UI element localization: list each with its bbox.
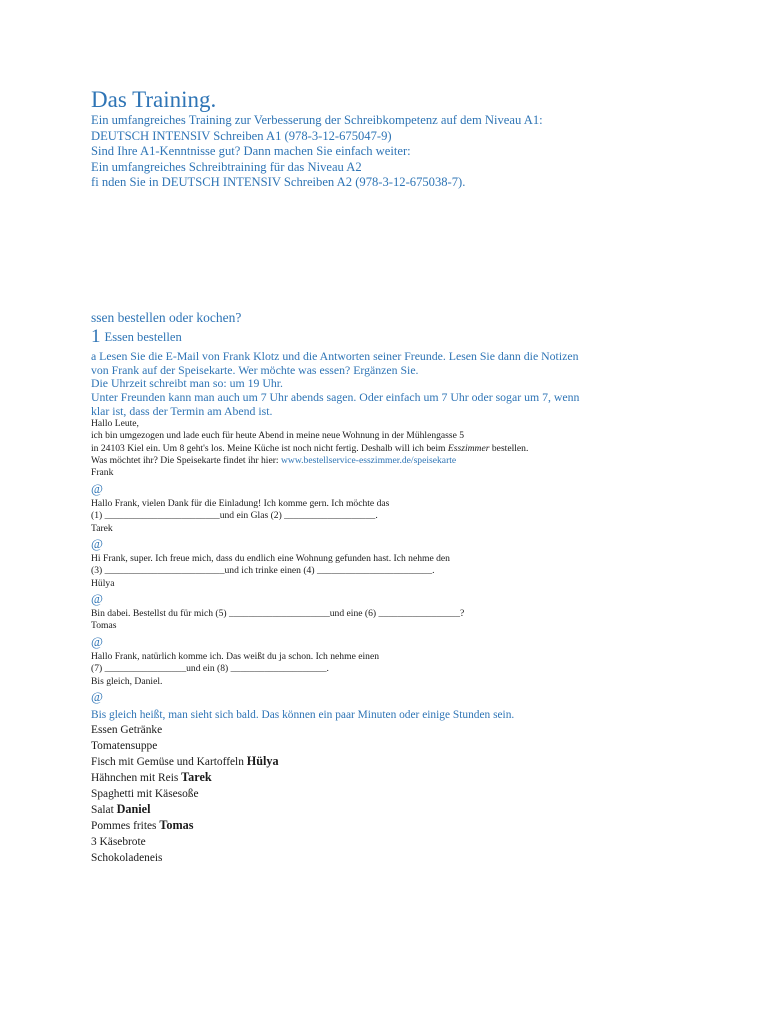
menu-item: Hähnchen mit Reis Tarek	[91, 770, 212, 784]
email-line: Hallo Leute,	[91, 418, 139, 429]
esszimmer-emphasis: Esszimmer	[447, 442, 490, 454]
reply-huelya	[91, 553, 450, 590]
menu-item: 3 Käsebrote	[91, 836, 146, 848]
name-mark: Daniel	[116, 802, 151, 816]
reply-line: Hi Frank, super. Ich freue mich, dass du endlich eine Wohnung gefunden hast. Ich nehme den	[91, 553, 450, 564]
reply-line: (1) ________________________und ein Glas (2) ___________________.	[91, 510, 378, 522]
name-mark: Hülya	[246, 754, 279, 768]
reply-line: (7) _________________und ein (8) ____________________.	[91, 663, 329, 675]
name-mark: Tarek	[181, 770, 212, 784]
task-line: von Frank auf der Speisekarte. Wer möchte was essen? Ergänzen Sie.	[91, 363, 419, 377]
reply-tarek	[91, 498, 389, 535]
menu-link[interactable]: www.bestellservice-esszimmer.de/speisekarte	[280, 454, 457, 466]
reply-daniel	[91, 651, 379, 688]
task-line: a Lesen Sie die E-Mail von Frank Klotz und die Antworten seiner Freunde. Lesen Sie dann die Notizen	[91, 349, 579, 363]
at-icon: @	[91, 689, 103, 704]
reply-line: Hallo Frank, natürlich komme ich. Das weißt du ja schon. Ich nehme einen	[91, 651, 379, 662]
menu-list	[91, 722, 279, 866]
note-bis-gleich: Bis gleich heißt, man sieht sich bald. Das können ein paar Minuten oder einige Stunden sein.	[91, 709, 515, 721]
reply-signature: Bis gleich, Daniel.	[91, 675, 163, 687]
menu-item: Salat Daniel	[91, 802, 151, 816]
menu-item: Essen Getränke	[91, 724, 163, 736]
at-icon: @	[91, 591, 103, 606]
task-line: Die Uhrzeit schreibt man so: um 19 Uhr.	[91, 376, 283, 390]
reply-line: Bin dabei. Bestellst du für mich (5) _____________________und eine (6) _________________?	[91, 608, 465, 619]
task-instructions	[91, 349, 579, 418]
task-line: Unter Freunden kann man auch um 7 Uhr abends sagen. Oder einfach um 7 Uhr oder sogar um 7, wenn	[91, 390, 580, 404]
reply-signature: Hülya	[91, 577, 115, 589]
intro-line: fi nden Sie in DEUTSCH INTENSIV Schreiben A2 (978-3-12-675038-7).	[91, 175, 466, 190]
page-title: Das Training.	[91, 87, 217, 112]
exercise-number: 1	[91, 326, 101, 347]
intro-line: Ein umfangreiches Schreibtraining für das Niveau A2	[91, 159, 362, 174]
intro-line: Sind Ihre A1-Kenntnisse gut? Dann machen Sie einfach weiter:	[91, 144, 411, 159]
exercise-title: Essen bestellen	[104, 330, 182, 344]
at-icon: @	[91, 536, 103, 551]
intro-line: Ein umfangreiches Training zur Verbesserung der Schreibkompetenz auf dem Niveau A1:	[91, 113, 543, 127]
email-line: Was möchtet ihr? Die Speisekarte findet ihr hier: www.bestellservice-esszimmer.de/speisekarte	[91, 454, 457, 466]
at-icon: @	[91, 634, 103, 649]
menu-item: Spaghetti mit Käsesoße	[91, 788, 199, 800]
menu-item: Tomatensuppe	[91, 740, 158, 752]
email-line: ich bin umgezogen und lade euch für heute Abend in meine neue Wohnung in der Mühlengasse 5	[91, 430, 465, 442]
name-mark: Tomas	[159, 818, 194, 832]
reply-line: Hallo Frank, vielen Dank für die Einladung! Ich komme gern. Ich möchte das	[91, 498, 390, 509]
email-frank	[91, 418, 528, 479]
intro-line: DEUTSCH INTENSIV Schreiben A1 (978-3-12-675047-9)	[91, 128, 392, 143]
intro-block	[91, 113, 543, 191]
task-line: klar ist, dass der Termin am Abend ist.	[91, 404, 273, 418]
email-line: in 24103 Kiel ein. Um 8 geht's los. Meine Küche ist noch nicht fertig. Deshalb will ich beim Esszimmer bestellen.	[91, 442, 529, 454]
reply-signature: Tarek	[91, 522, 113, 534]
section-heading: ssen bestellen oder kochen?	[91, 310, 242, 325]
reply-line: (3) _________________________und ich trinke einen (4) ________________________.	[91, 565, 435, 577]
menu-item: Fisch mit Gemüse und Kartoffeln Hülya	[91, 754, 279, 768]
at-icon: @	[91, 481, 103, 496]
menu-item: Pommes frites Tomas	[91, 818, 194, 832]
exercise-heading	[91, 327, 182, 347]
menu-item: Schokoladeneis	[91, 852, 163, 864]
reply-tomas	[91, 608, 464, 633]
reply-signature: Tomas	[91, 620, 117, 632]
email-signature: Frank	[91, 467, 114, 479]
